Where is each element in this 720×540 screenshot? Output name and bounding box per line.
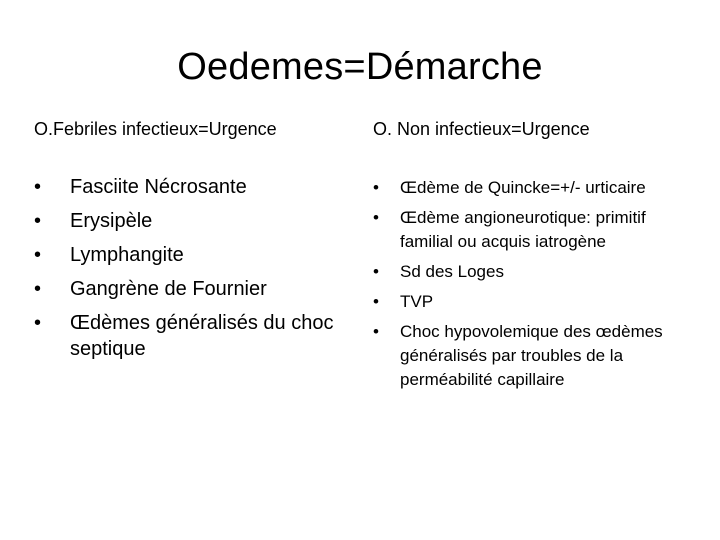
- left-column: [34, 114, 344, 370]
- list-item-text: Œdèmes généralisés du choc septique: [70, 312, 334, 360]
- left-bullet-list: [34, 174, 344, 362]
- list-item: [34, 174, 344, 200]
- right-bullet-list: [373, 176, 673, 392]
- list-item: [34, 208, 344, 234]
- right-column-heading: O. Non infectieux=Urgence: [373, 119, 590, 139]
- bullet-icon: •: [34, 176, 42, 198]
- list-item: [373, 176, 673, 200]
- slide-title: Oedemes=Démarche: [177, 46, 543, 89]
- bullet-icon: •: [373, 292, 379, 311]
- list-item: [34, 310, 344, 362]
- list-item: [34, 242, 344, 268]
- left-column-heading: O.Febriles infectieux=Urgence: [34, 119, 277, 139]
- list-item-text: Choc hypovolemique des œdèmes généralisés par troubles de la perméabilité capillaire: [400, 322, 663, 389]
- list-item-text: Fasciite Nécrosante: [70, 176, 247, 198]
- right-column: [373, 114, 673, 398]
- list-item: [373, 260, 673, 284]
- list-item-text: Sd des Loges: [400, 262, 504, 281]
- list-item-text: Lymphangite: [70, 244, 184, 266]
- list-item-text: Œdème angioneurotique: primitif familial ou acquis iatrogène: [400, 208, 646, 251]
- list-item-text: TVP: [400, 292, 434, 311]
- bullet-icon: •: [373, 178, 379, 197]
- list-item: [373, 320, 673, 392]
- bullet-icon: •: [373, 208, 379, 227]
- list-item: [34, 276, 344, 302]
- bullet-icon: •: [373, 262, 379, 281]
- bullet-icon: •: [34, 312, 42, 334]
- list-item: [373, 290, 673, 314]
- bullet-icon: •: [34, 278, 42, 300]
- list-item-text: Erysipèle: [70, 210, 153, 232]
- bullet-icon: •: [34, 210, 42, 232]
- list-item-text: Œdème de Quincke=+/- urticaire: [400, 178, 646, 197]
- list-item-text: Gangrène de Fournier: [70, 278, 267, 300]
- bullet-icon: •: [373, 322, 379, 341]
- bullet-icon: •: [34, 244, 42, 266]
- list-item: [373, 206, 673, 254]
